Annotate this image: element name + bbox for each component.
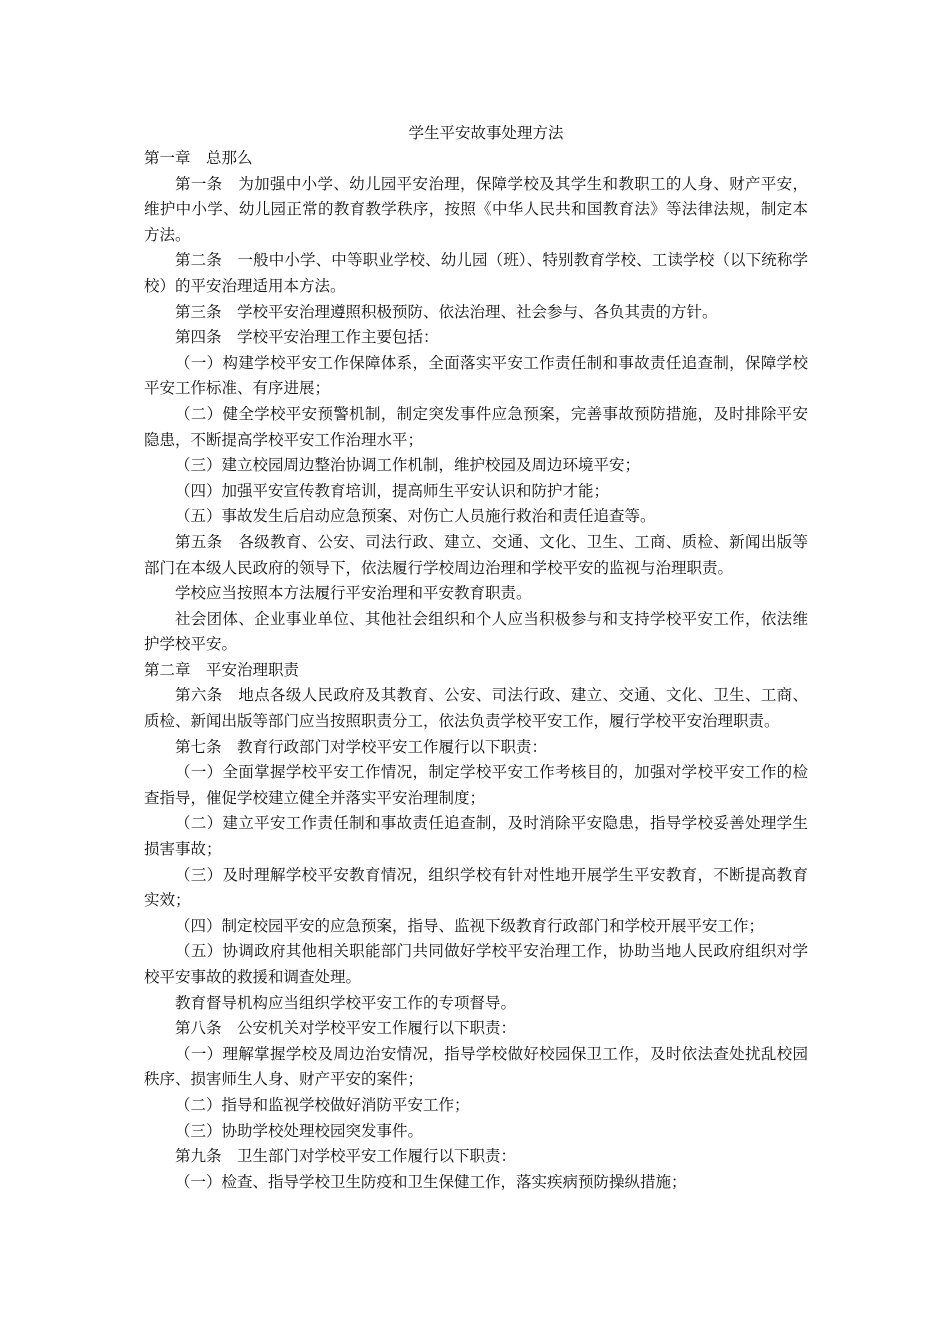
article-3: 第三条 学校平安治理遵照积极预防、依法治理、社会参与、各负其责的方针。	[175, 302, 718, 321]
article-7: 第七条 教育行政部门对学校平安工作履行以下职责：	[175, 737, 548, 756]
article-7-item-2: （二）建立平安工作责任制和事故责任追查制，及时消除平安隐患，指导学校妥善处理学生损害事故；	[144, 814, 808, 859]
article-1: 第一条 为加强中小学、幼儿园平安治理，保障学校及其学生和教职工的人身、财产平安，维护中小学、幼儿园正常的教育教学秩序，按照《中华人民共和国教育法》等法律法规，制定本方法。	[144, 174, 808, 244]
article-8-item-2: （二）指导和监视学校做好消防平安工作；	[175, 1095, 470, 1114]
article-9-item-1: （一）检查、指导学校卫生防疫和卫生保健工作，落实疾病预防操纵措施；	[175, 1172, 687, 1191]
article-5-paragraph-3: 社会团体、企业事业单位、其他社会组织和个人应当积极参与和支持学校平安工作，依法维护学校平安。	[144, 609, 808, 654]
document-page	[144, 120, 808, 1195]
article-7-paragraph-2: 教育督导机构应当组织学校平安工作的专项督导。	[175, 993, 517, 1012]
article-4-item-5: （五）事故发生后启动应急预案、对伤亡人员施行救治和责任追查等。	[175, 507, 656, 526]
article-4-item-4: （四）加强平安宣传教育培训，提高师生平安认识和防护才能；	[175, 481, 610, 500]
article-7-item-4: （四）制定校园平安的应急预案，指导、监视下级教育行政部门和学校开展平安工作；	[175, 916, 765, 935]
chapter-heading: 第一章 总那么	[144, 149, 253, 167]
article-5: 第五条 各级教育、公安、司法行政、建立、交通、文化、卫生、工商、质检、新闻出版等部门在本级人民政府的领导下，依法履行学校周边治理和学校平安的监视与治理职责。	[144, 532, 808, 577]
article-7-item-3: （三）及时理解学校平安教育情况，组织学校有针对性地开展学生平安教育，不断提高教育实效；	[144, 865, 808, 910]
article-5-paragraph-2: 学校应当按照本方法履行平安治理和平安教育职责。	[175, 584, 532, 603]
article-4-item-3: （三）建立校园周边整治协调工作机制，维护校园及周边环境平安；	[175, 456, 641, 475]
article-4-item-1: （一）构建学校平安工作保障体系，全面落实平安工作责任制和事故责任追查制，保障学校平安工作标准、有序进展；	[144, 353, 808, 398]
article-8-item-1: （一）理解掌握学校及周边治安情况，指导学校做好校园保卫工作，及时依法查处扰乱校园秩序、损害师生人身、财产平安的案件；	[144, 1044, 808, 1089]
article-6: 第六条 地点各级人民政府及其教育、公安、司法行政、建立、交通、文化、卫生、工商、质检、新闻出版等部门应当按照职责分工，依法负责学校平安工作，履行学校平安治理职责。	[144, 686, 808, 731]
chapter-heading: 第二章 平安治理职责	[144, 660, 300, 679]
article-8-item-3: （三）协助学校处理校园突发事件。	[175, 1121, 424, 1140]
article-4: 第四条 学校平安治理工作主要包括：	[175, 328, 439, 347]
article-7-item-1: （一）全面掌握学校平安工作情况，制定学校平安工作考核目的，加强对学校平安工作的检查指导，催促学校建立健全并落实平安治理制度；	[144, 763, 808, 807]
article-2: 第二条 一般中小学、中等职业学校、幼儿园（班）、特别教育学校、工读学校（以下统称学校）的平安治理适用本方法。	[144, 251, 808, 295]
article-7-item-5: （五）协调政府其他相关职能部门共同做好学校平安治理工作，协助当地人民政府组织对学校平安事故的救援和调查处理。	[144, 942, 808, 986]
article-4-item-2: （二）健全学校平安预警机制，制定突发事件应急预案，完善事故预防措施，及时排除平安隐患，不断提高学校平安工作治理水平；	[144, 404, 808, 449]
article-9: 第九条 卫生部门对学校平安工作履行以下职责：	[175, 1147, 517, 1166]
document-title: 学生平安故事处理方法	[408, 124, 564, 142]
article-8: 第八条 公安机关对学校平安工作履行以下职责：	[175, 1019, 517, 1038]
